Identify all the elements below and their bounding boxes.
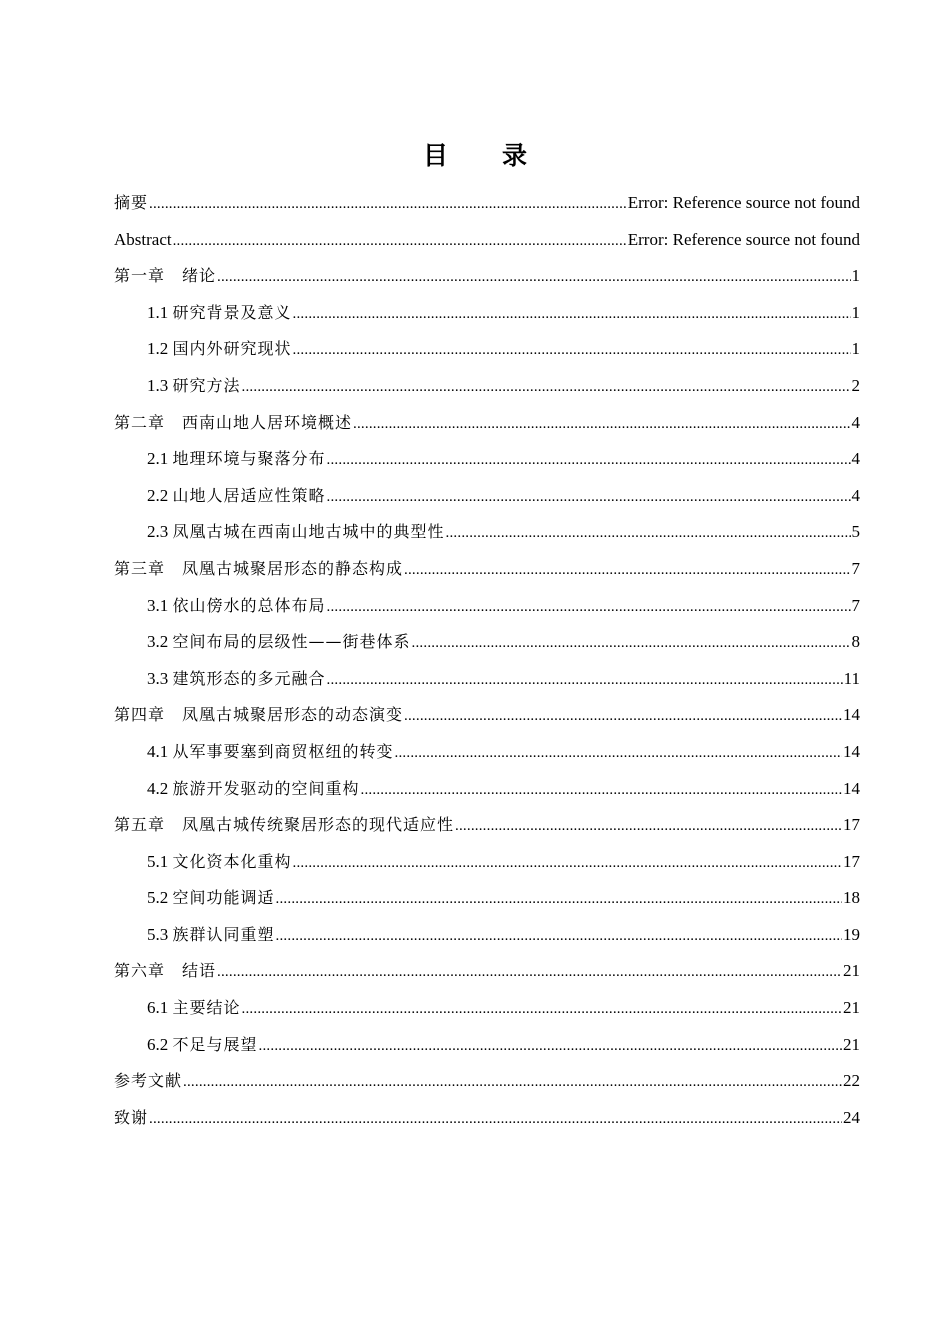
toc-entry-label: 2.2 山地人居适应性策略 [147,485,326,505]
toc-entry[interactable] [114,1063,860,1100]
toc-entry-page-number: 4 [851,485,860,505]
toc-entry-label: 1.1 研究背景及意义 [147,302,292,322]
toc-entry-label: 5.2 空间功能调适 [147,888,275,908]
toc-entry[interactable] [114,478,860,515]
toc-entry-page-number: 8 [851,632,860,652]
toc-entry[interactable] [114,990,860,1027]
toc-entry[interactable] [114,697,860,734]
page-title-char: 目 [422,141,448,170]
toc-entry-label: 3.1 依山傍水的总体布局 [147,595,326,615]
toc-entry-label: 3.3 建筑形态的多元融合 [147,668,326,688]
toc-entry-label: 1.3 研究方法 [147,375,241,395]
toc-entry-page-number: 11 [843,668,860,688]
toc-entry-page-number: 24 [843,1107,860,1127]
toc-entry-page-number: 17 [843,851,860,871]
toc-dot-leader [327,442,851,478]
toc-entry-page-number: 1 [851,266,860,286]
toc-entry[interactable] [114,1100,860,1137]
toc-entry-page-number: 22 [843,1071,860,1091]
toc-dot-leader [293,845,842,881]
toc-dot-leader [217,954,842,990]
toc-dot-leader [327,589,851,625]
toc-dot-leader [327,479,851,515]
page-title [0,136,950,172]
toc-entry[interactable] [114,624,860,661]
toc-entry-page-number: 4 [851,412,860,432]
toc-entry[interactable] [114,258,860,295]
toc-dot-leader [455,808,842,844]
toc-dot-leader [242,369,851,405]
toc-entry[interactable] [114,331,860,368]
toc-entry-label: 参考文献 [114,1071,183,1091]
toc-entry-label: 致谢 [114,1107,149,1127]
toc-entry-label: Abstract [114,229,172,249]
toc-entry-label: 4.1 从军事要塞到商贸枢纽的转变 [147,741,394,761]
toc-entry-page-number: 4 [851,449,860,469]
toc-entry-label: 第四章 凤凰古城聚居形态的动态演变 [114,705,404,725]
toc-entry-page-number: 21 [843,1034,860,1054]
toc-dot-leader [276,918,842,954]
toc-dot-leader [404,698,842,734]
toc-dot-leader [276,881,842,917]
toc-entry-label: 1.2 国内外研究现状 [147,339,292,359]
toc-dot-leader [412,625,851,661]
toc-entry[interactable] [114,514,860,551]
toc-dot-leader [361,772,842,808]
toc-dot-leader [173,223,627,259]
toc-entry[interactable] [114,771,860,808]
toc-dot-leader [293,296,851,332]
toc-dot-leader [353,406,850,442]
toc-entry-label: 3.2 空间布局的层级性——街巷体系 [147,632,411,652]
toc-entry-label: 5.1 文化资本化重构 [147,851,292,871]
toc-entry[interactable] [114,880,860,917]
toc-entry-page-number: 14 [843,778,860,798]
toc-entry-label: 第五章 凤凰古城传统聚居形态的现代适应性 [114,815,455,835]
toc-dot-leader [395,735,842,771]
toc-entry-label: 6.2 不足与展望 [147,1034,258,1054]
page-title-char: 录 [502,141,528,170]
toc-entry[interactable] [114,551,860,588]
toc-entry[interactable] [114,1027,860,1064]
toc-entry-page-number: Error: Reference source not found [627,229,860,249]
toc-entry-label: 2.3 凤凰古城在西南山地古城中的典型性 [147,522,445,542]
toc-entry-page-number: 21 [843,998,860,1018]
toc-dot-leader [446,515,851,551]
toc-entry-page-number: 1 [851,339,860,359]
toc-dot-leader [242,991,842,1027]
toc-entry-label: 第二章 西南山地人居环境概述 [114,412,353,432]
toc-entry[interactable] [114,917,860,954]
toc-entry-page-number: 7 [851,558,860,578]
toc-entry-page-number: 2 [851,375,860,395]
toc-entry[interactable] [114,844,860,881]
toc-entry-page-number: 7 [851,595,860,615]
toc-entry-page-number: 21 [843,961,860,981]
toc-dot-leader [327,662,843,698]
toc-entry[interactable] [114,368,860,405]
toc-entry-label: 第三章 凤凰古城聚居形态的静态构成 [114,558,404,578]
toc-entry[interactable] [114,661,860,698]
toc-entry[interactable] [114,588,860,625]
toc-entry-label: 第一章 绪论 [114,266,217,286]
toc-entry-label: 2.1 地理环境与聚落分布 [147,449,326,469]
toc-entry-page-number: Error: Reference source not found [627,193,860,212]
toc-entry[interactable] [114,405,860,442]
toc-entry-label: 4.2 旅游开发驱动的空间重构 [147,778,360,798]
table-of-contents [114,185,860,1136]
toc-entry[interactable] [114,441,860,478]
toc-dot-leader [183,1064,842,1100]
toc-entry[interactable] [114,807,860,844]
toc-entry-page-number: 19 [843,924,860,944]
toc-entry-label: 5.3 族群认同重塑 [147,924,275,944]
toc-dot-leader [404,552,850,588]
toc-entry-page-number: 14 [843,741,860,761]
toc-entry-page-number: 1 [851,302,860,322]
toc-entry-page-number: 17 [843,815,860,835]
toc-entry-page-number: 18 [843,888,860,908]
toc-entry[interactable] [114,295,860,332]
toc-dot-leader [217,259,850,295]
toc-entry-page-number: 14 [843,705,860,725]
toc-dot-leader [149,186,627,222]
toc-entry-label: 摘要 [114,193,149,212]
toc-dot-leader [293,332,851,368]
toc-entry-label: 6.1 主要结论 [147,998,241,1018]
toc-entry[interactable] [114,734,860,771]
toc-dot-leader [149,1101,842,1137]
toc-entry-label: 第六章 结语 [114,961,217,981]
toc-entry[interactable] [114,953,860,990]
toc-entry-page-number: 5 [851,522,860,542]
toc-dot-leader [259,1028,842,1064]
toc-entry[interactable] [114,222,860,259]
toc-entry[interactable] [114,185,860,222]
